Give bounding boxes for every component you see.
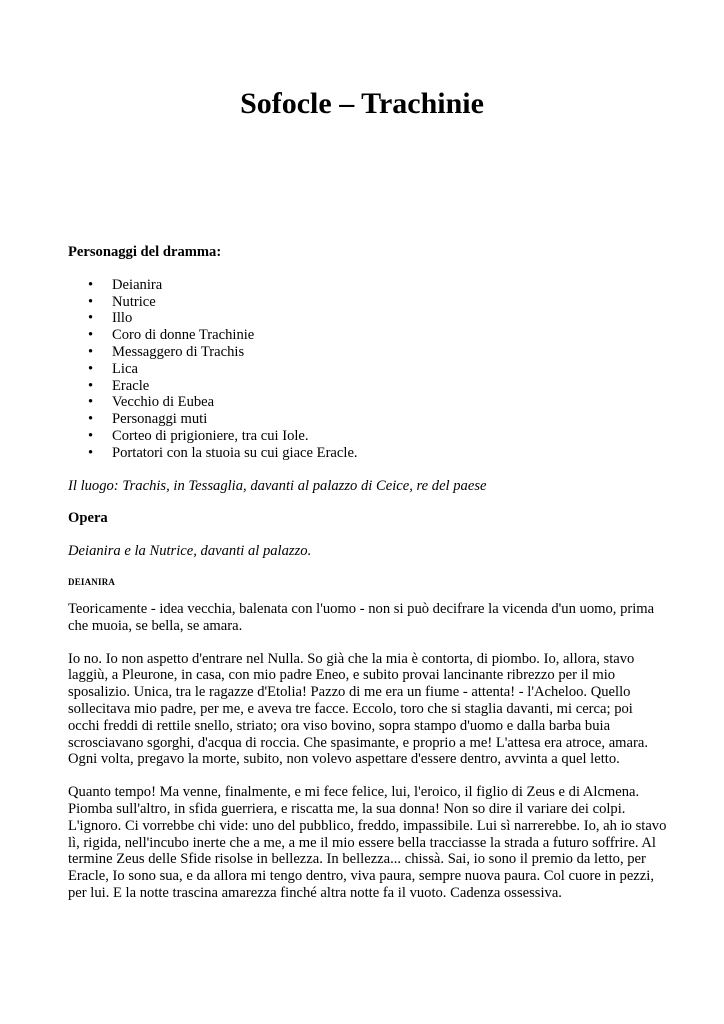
bullet-icon: •	[88, 394, 94, 411]
character-name: Illo	[112, 310, 133, 327]
bullet-icon: •	[88, 427, 94, 444]
character-name: Portatori con la stuoia su cui giace Eracle.	[112, 444, 358, 461]
document-title: Sofocle – Trachinie	[240, 87, 484, 120]
character-name: Deianira	[112, 276, 163, 293]
characters-heading: Personaggi del dramma:	[68, 244, 222, 260]
bullet-icon: •	[88, 293, 94, 310]
character-name: Lica	[112, 360, 138, 377]
section-heading-opera: Opera	[68, 510, 108, 527]
character-name: Nutrice	[112, 293, 156, 310]
bullet-icon: •	[88, 327, 94, 344]
paragraph: Teoricamente - idea vecchia, balenata con l'uomo - non si può decifrare la vicenda d'un uomo, prima che muoia, se bella, se amara.	[68, 600, 655, 634]
bullet-icon: •	[88, 276, 94, 293]
bullet-icon: •	[88, 444, 94, 461]
stage-direction: Deianira e la Nutrice, davanti al palazzo.	[68, 543, 312, 560]
speaker-name: DEIANIRA	[68, 576, 116, 587]
list-item	[68, 361, 668, 378]
list-item	[68, 394, 668, 411]
list-item	[68, 445, 668, 462]
character-name: Corteo di prigioniere, tra cui Iole.	[112, 427, 309, 444]
list-item	[68, 428, 668, 445]
list-item	[68, 294, 668, 311]
bullet-icon: •	[88, 343, 94, 360]
list-item	[68, 411, 668, 428]
document-body	[68, 244, 668, 902]
list-item	[68, 310, 668, 327]
list-item	[68, 327, 668, 344]
bullet-icon: •	[88, 360, 94, 377]
bullet-icon: •	[88, 310, 94, 327]
characters-list	[68, 277, 668, 462]
bullet-icon: •	[88, 411, 94, 428]
character-name: Coro di donne Trachinie	[112, 327, 255, 344]
setting-description: Il luogo: Trachis, in Tessaglia, davanti al palazzo di Ceice, re del paese	[68, 477, 487, 494]
bullet-icon: •	[88, 377, 94, 394]
paragraph: Io no. Io non aspetto d'entrare nel Nulla. So già che la mia è contorta, di piombo. Io, allora, stavo laggiù, a Pleurone, in casa, con mio padre Eneo, e subito provai lancinante ribrezzo per il mio sposalizio. Unica, tra le ragazze d'Etolia! Pazzo di me era un fiume - attenta! - l'Acheloo. Quello sollecitava mio padre, per me, e aveva tre facce. Eccolo, toro che si staglia davanti, mi cerca; poi occhi freddi di rettile snello, striato; ora viso bovino, sopra stampo d'uomo e dalla barba buia scrosciavano sgorghi, d'acqua di roccia. Che spasimante, e proprio a me! L'attesa era atroce, amara. Ogni volta, pregavo la morte, subito, non volevo aspettare d'essere dentro, avvinta a quel letto.	[68, 650, 648, 768]
list-item	[68, 378, 668, 395]
list-item	[68, 277, 668, 294]
character-name: Personaggi muti	[112, 411, 208, 428]
character-name: Eracle	[112, 377, 150, 394]
character-name: Messaggero di Trachis	[112, 343, 245, 360]
character-name: Vecchio di Eubea	[112, 394, 215, 411]
paragraph: Quanto tempo! Ma venne, finalmente, e mi fece felice, lui, l'eroico, il figlio di Zeus e di Alcmena. Piomba sull'altro, in sfida guerriera, e riscatta me, la sua donna! Non so dire il variare dei colpi. L'ignoro. Ci vorrebbe chi vide: uno del pubblico, freddo, impassibile. Lui sì narrerebbe. Io, ah io stavo lì, rigida, nell'incubo inerte che a me, a me il mio essere bella tracciasse la strada a futuro soffrire. Al termine Zeus delle Sfide risolse in bellezza. In bellezza... chissà. Sai, io sono il premio da letto, per Eracle, Io sono sua, e da allora mi tengo dentro, viva paura, sempre nuova paura. Col cuore in pezzi, per lui. E la notte trascina amarezza finché altra notte fa il vuoto. Cadenza ossessiva.	[68, 784, 667, 901]
list-item	[68, 344, 668, 361]
